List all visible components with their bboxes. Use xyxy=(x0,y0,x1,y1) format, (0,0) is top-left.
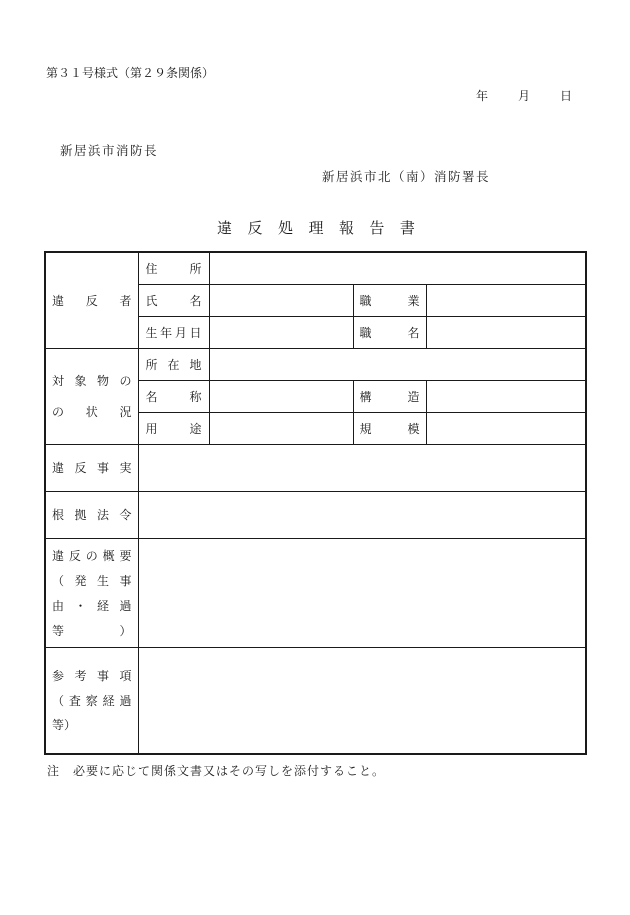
occupation-field[interactable] xyxy=(426,284,586,316)
legal-basis-label: 根 拠 法 令 xyxy=(45,491,138,538)
violation-summary-field[interactable] xyxy=(138,538,586,647)
title-char: 反 xyxy=(247,219,263,237)
violation-facts-field[interactable] xyxy=(138,444,586,491)
name-label: 氏 名 xyxy=(138,284,209,316)
form-number: 第３１号様式（第２９条関係） xyxy=(46,66,215,80)
reference-label: 参 考 事 項 （ 査 察 経 過 等） xyxy=(45,647,138,754)
title-char: 理 xyxy=(308,219,324,237)
location-label: 所 在 地 xyxy=(138,348,209,380)
address-label: 住 所 xyxy=(138,252,209,284)
position-field[interactable] xyxy=(426,316,586,348)
location-field[interactable] xyxy=(209,348,586,380)
table-row xyxy=(45,538,586,647)
date-year-label: 年 xyxy=(476,89,489,103)
date-day-label: 日 xyxy=(559,89,572,103)
violation-summary-label: 違 反 の 概 要 （ 発 生 事 由 ・ 経 過 等 ） xyxy=(45,538,138,647)
reference-field[interactable] xyxy=(138,647,586,754)
report-table xyxy=(44,251,587,755)
name-field[interactable] xyxy=(209,284,353,316)
legal-basis-field[interactable] xyxy=(138,491,586,538)
title-char: 告 xyxy=(369,219,385,237)
title-char: 書 xyxy=(399,219,415,237)
title-char: 処 xyxy=(277,219,293,237)
violator-group-label: 違 反 者 xyxy=(45,252,138,348)
structure-label: 構 造 xyxy=(353,380,426,412)
object-name-field[interactable] xyxy=(209,380,353,412)
table-row xyxy=(45,647,586,754)
usage-field[interactable] xyxy=(209,412,353,444)
position-label: 職 名 xyxy=(353,316,426,348)
footnote: 注 必要に応じて関係文書又はその写しを添付すること。 xyxy=(47,764,386,778)
usage-label: 用 途 xyxy=(138,412,209,444)
table-row xyxy=(45,444,586,491)
date-line xyxy=(476,90,572,102)
document-title xyxy=(217,221,415,236)
table-row xyxy=(45,491,586,538)
addressee: 新居浜市消防長 xyxy=(60,143,159,158)
occupation-label: 職 業 xyxy=(353,284,426,316)
birthdate-label: 生 年 月 日 xyxy=(138,316,209,348)
table-row xyxy=(45,348,586,380)
table-row xyxy=(45,252,586,284)
violation-facts-label: 違 反 事 実 xyxy=(45,444,138,491)
object-name-label: 名 称 xyxy=(138,380,209,412)
title-char: 違 xyxy=(217,219,233,237)
structure-field[interactable] xyxy=(426,380,586,412)
date-month-label: 月 xyxy=(517,89,530,103)
sender: 新居浜市北（南）消防署長 xyxy=(322,169,491,184)
object-status-group-label: 対 象 物 の の 状 況 xyxy=(45,348,138,444)
scale-field[interactable] xyxy=(426,412,586,444)
birthdate-field[interactable] xyxy=(209,316,353,348)
title-char: 報 xyxy=(338,219,354,237)
address-field[interactable] xyxy=(209,252,586,284)
scale-label: 規 模 xyxy=(353,412,426,444)
